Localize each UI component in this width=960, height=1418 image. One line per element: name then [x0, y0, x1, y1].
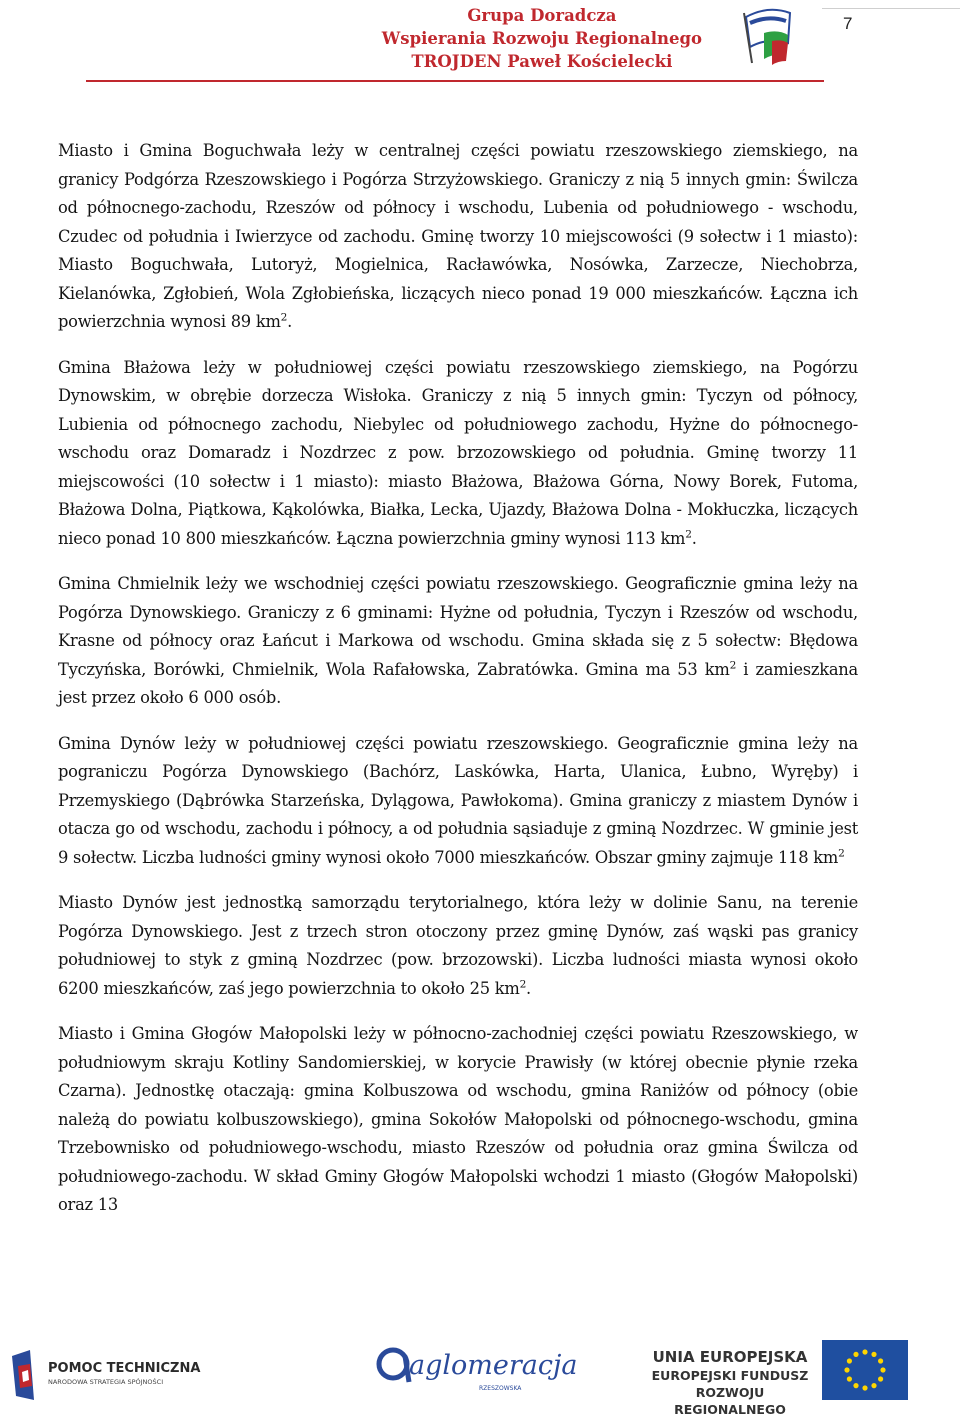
aglo-text: aglomeracja	[409, 1350, 578, 1381]
company-logo-flag-icon	[738, 3, 800, 73]
aglomeracja-logo	[375, 1336, 578, 1400]
paragraph-blazowa: Gmina Błażowa leży w południowej części powiatu rzeszowskiego ziemskiego, na Pogórzu Dynowskim, w obrębie dorzecza Wisłoka. Graniczy z nią 5 innych gmin: Tyczyn od północy, Lubienia od północnego zachodu, Niebylec od południowego zachodu, Hyżne do północnego-wschodu oraz Domaradz i Nozdrzec z pow. brzozowskiego od południa. Gminę tworzy 11 miejscowości (10 sołectw i 1 miasto): miasto Błażowa, Błażowa Górna, Nowy Borek, Futoma, Błażowa Dolna, Piątkowa, Kąkolówka, Białka, Lecka, Ujazdy, Błażowa Dolna - Mokłuczka, liczących nieco ponad 10 800 mieszkańców. Łączna powierzchnia gminy wynosi 113 $km^2$.	[58, 357, 858, 548]
company-line-1: Grupa Doradcza	[467, 6, 617, 25]
eu-line-2: EUROPEJSKI FUNDUSZ	[651, 1368, 809, 1383]
page-footer	[0, 1318, 960, 1417]
paragraph-boguchwala: Miasto i Gmina Boguchwała leży w centralnej części powiatu rzeszowskiego ziemskiego, na granicy Podgórza Rzeszowskiego i Pogórza Strzyżowskiego. Graniczy z nią 5 innych gmin: Świlcza od północnego-zachodu, Rzeszów od północy i wschodu, Lubenia od południowego - wschodu, Czudec od południa i Iwierzyce od zachodu. Gminę tworzy 10 miejscowości (9 sołectw i 1 miasto): Miasto Boguchwała, Lutoryż, Mogielnica, Racławówka, Nosówka, Zarzecze, Niechobrza, Kielanówka, Zgłobień, Wola Zgłobieńska, liczących nieco ponad 19 000 mieszkańców. Łączna ich powierzchnia wynosi 89 $km^2$.	[58, 141, 858, 331]
page-number: 7	[843, 14, 853, 33]
pt-line-2: NARODOWA STRATEGIA SPÓJNOŚCI	[48, 1378, 164, 1386]
eu-line-3: ROZWOJU REGIONALNEGO	[674, 1385, 786, 1417]
paragraph-miasto-dynow: Miasto Dynów jest jednostką samorządu terytorialnego, która leży w dolinie Sanu, na terenie Pogórza Dynowskiego. Jest z trzech stron otoczony przez gminę Dynów, zaś wąski pas granicy południowej to styk z gminą Nozdrzec (pow. brzozowski). Liczba ludności miasta wynosi około 6200 mieszkańców, zaś jego powierzchnia to około 25 $km^2$.	[58, 893, 858, 998]
document-body	[58, 137, 858, 1237]
header-divider-grey	[822, 8, 960, 9]
eu-text-block	[640, 1348, 820, 1418]
pomoc-techniczna-logo	[8, 1346, 201, 1406]
company-name	[382, 4, 702, 73]
paragraph-gmina-dynow: Gmina Dynów leży w południowej części powiatu rzeszowskiego. Geograficznie gmina leży na pograniczu Pogórza Dynowskiego (Bachórz, Laskówka, Harta, Ulanica, Łubno, Wyręby) i Przemyskiego (Dąbrówka Starzeńska, Dylągowa, Pawłokoma). Gmina graniczy z miastem Dynów i otacza go od wschodu, zachodu i północy, a od południa sąsiaduje z gminą Nozdrzec. W gminie jest 9 sołectw. Liczba ludności gminy wynosi około 7000 mieszkańców. Obszar gminy zajmuje 118 $km^2$	[58, 733, 858, 867]
company-line-3: TROJDEN Paweł Kościelecki	[411, 52, 673, 71]
paragraph-chmielnik: Gmina Chmielnik leży we wschodniej części powiatu rzeszowskiego. Geograficznie gmina leży na Pogórza Dynowskiego. Graniczy z 6 gminami: Hyżne od południa, Tyczyn i Rzeszów od wschodu, Krasne od północy oraz Łańcut i Markowa od wschodu. Gmina składa się z 5 sołectw: Błędowa Tyczyńska, Borówki, Chmielnik, Wola Rafałowska, Zabratówka. Gmina ma 53 $km^2$ i zamieszkana jest przez około 6 000 osób.	[58, 574, 858, 707]
eu-flag-icon	[822, 1340, 908, 1400]
header-divider-red	[86, 80, 824, 82]
aglo-sub: RZESZOWSKA	[479, 1385, 522, 1392]
paragraph-glogow: Miasto i Gmina Głogów Małopolski leży w północno-zachodniej części powiatu Rzeszowskiego, w południowym skraju Kotliny Sandomierskiej, w korycie Prawisły (w której obecnie płynie rzeka Czarna). Jednostkę otaczają: gmina Kolbuszowa od wschodu, gmina Raniżów od północy (obie należą do powiatu kolbuszowskiego), gmina Sokołów Małopolski od północnego-wschodu, gmina Trzebownisko od południowego-wschodu, miasto Rzeszów od południa oraz gmina Świlcza od południowego-zachodu. W skład Gminy Głogów Małopolski wchodzi 1 miasto (Głogów Małopolski) oraz 13	[58, 1024, 858, 1214]
page-header	[0, 0, 960, 82]
eu-line-1: UNIA EUROPEJSKA	[652, 1348, 808, 1366]
pt-line-1: POMOC TECHNICZNA	[48, 1361, 201, 1376]
company-line-2: Wspierania Rozwoju Regionalnego	[381, 29, 702, 48]
